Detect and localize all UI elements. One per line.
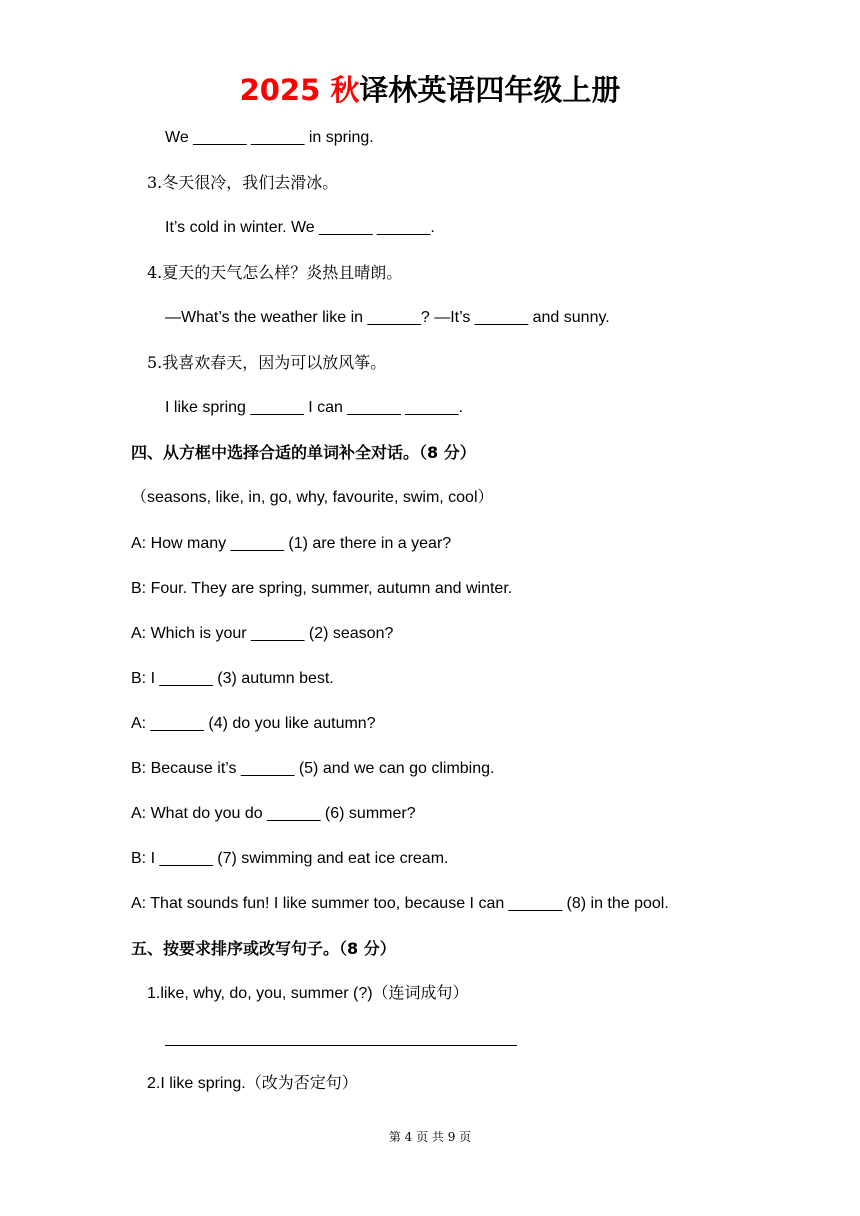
question-4: 4.夏天的天气怎么样？炎热且晴朗。 [147, 263, 403, 282]
dialogue-line-5: A: ______ (4) do you like autumn? [131, 715, 376, 732]
answer-underline [165, 1045, 517, 1046]
section-4-heading: 四、从方框中选择合适的单词补全对话。（8 分） [131, 443, 476, 462]
title-year: 2025 秋 [239, 73, 360, 107]
dialogue-line-9: A: That sounds fun! I like summer too, because I can ______ (8) in the pool. [131, 895, 669, 912]
dialogue-line-2: B: Four. They are spring, summer, autumn and winter. [131, 580, 513, 597]
rewrite-question-2: 2.I like spring.（改为否定句） [147, 1075, 358, 1092]
dialogue-line-1: A: How many ______ (1) are there in a year? [131, 535, 452, 552]
answer-line-2: We ______ ______ in spring. [165, 129, 374, 146]
answer-line-5: I like spring ______ I can ______ ______. [165, 399, 464, 416]
section-5-heading: 五、按要求排序或改写句子。（8 分） [131, 939, 396, 958]
page-title [0, 70, 860, 110]
dialogue-line-6: B: Because it’s ______ (5) and we can go climbing. [131, 760, 495, 777]
question-5: 5.我喜欢春天，因为可以放风筝。 [147, 353, 387, 372]
dialogue-line-3: A: Which is your ______ (2) season? [131, 625, 394, 642]
dialogue-line-7: A: What do you do ______ (6) summer? [131, 805, 416, 822]
question-3: 3.冬天很冷，我们去滑冰。 [147, 173, 339, 192]
answer-line-4: —What’s the weather like in ______? —It’s ______ and sunny. [165, 309, 610, 326]
dialogue-line-4: B: I ______ (3) autumn best. [131, 670, 334, 687]
answer-line-3: It’s cold in winter. We ______ ______. [165, 219, 435, 236]
dialogue-line-8: B: I ______ (7) swimming and eat ice cream. [131, 850, 449, 867]
title-text: 译林英语四年级上册 [359, 73, 621, 107]
page-footer: 第 4 页 共 9 页 [388, 1130, 472, 1144]
word-box: （seasons, like, in, go, why, favourite, swim, cool） [131, 489, 494, 506]
rewrite-question-1: 1.like, why, do, you, summer (?)（连词成句） [147, 985, 469, 1002]
